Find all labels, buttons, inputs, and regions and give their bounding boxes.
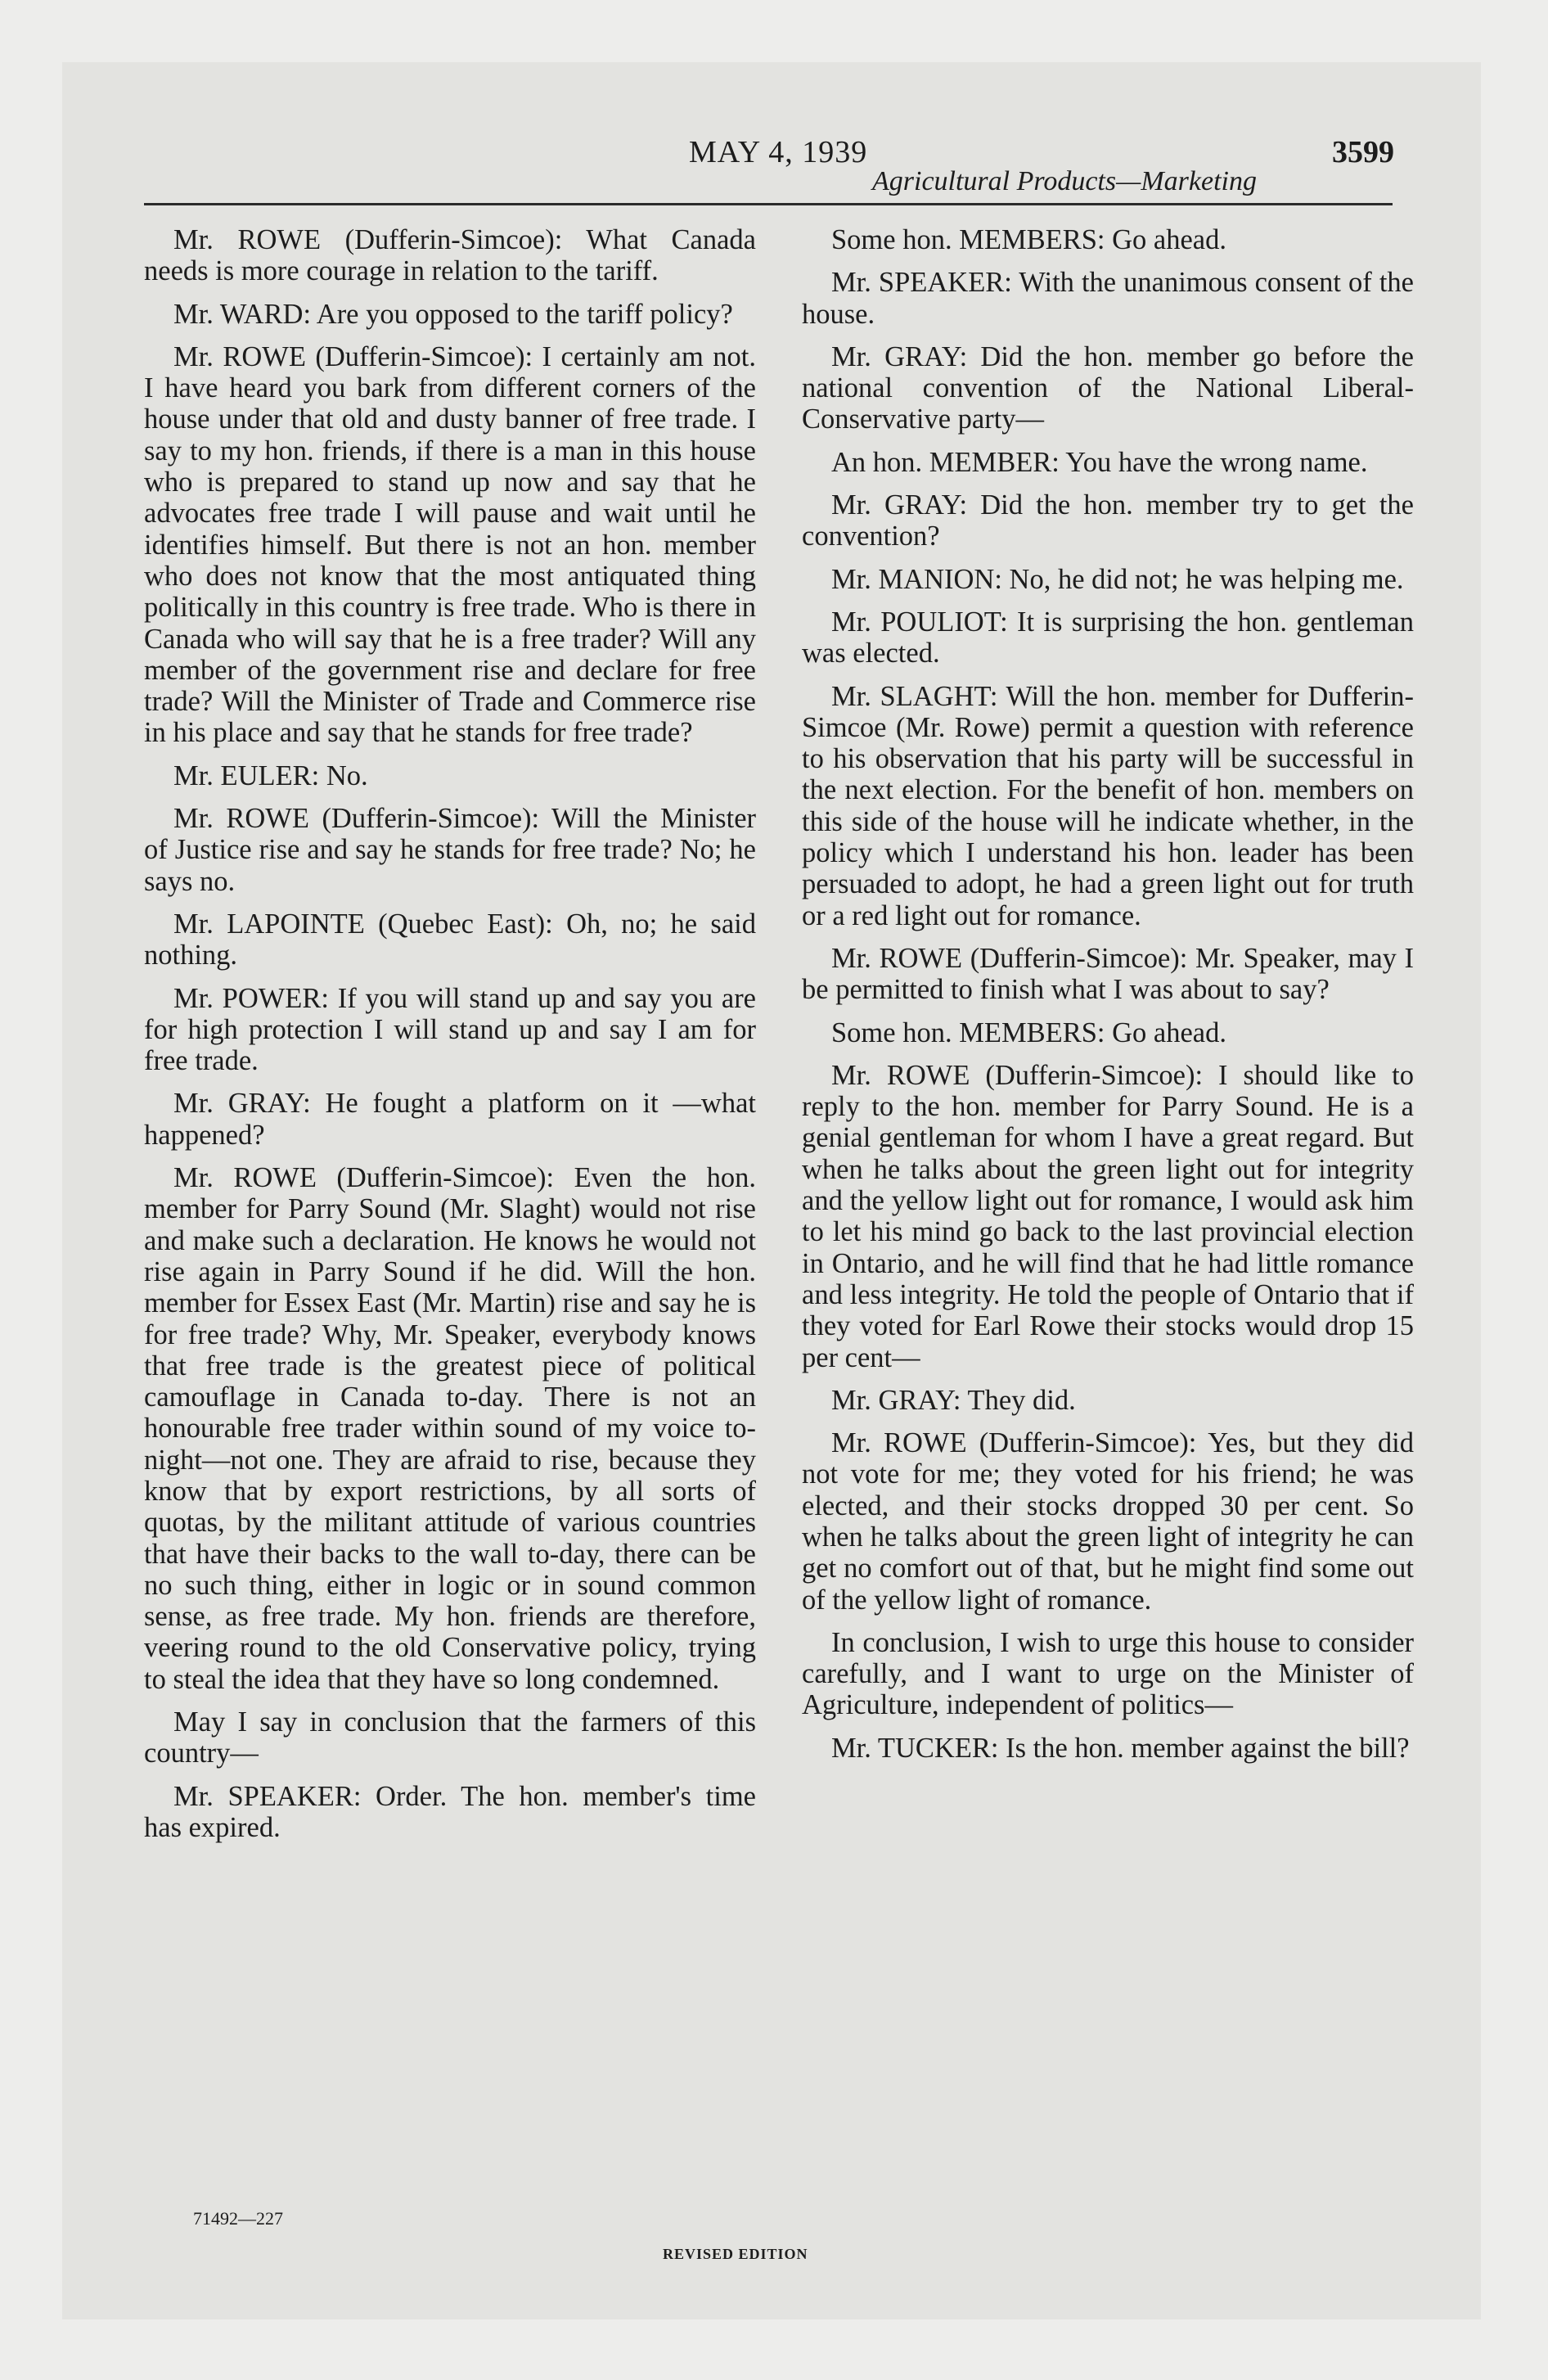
header-rule [144, 203, 1393, 205]
paragraph: Mr. GRAY: Did the hon. member try to get the convention? [802, 489, 1414, 552]
paragraph: Mr. SPEAKER: With the unanimous consent of the house. [802, 267, 1414, 330]
paragraph: Mr. SLAGHT: Will the hon. member for Dufferin-Simcoe (Mr. Rowe) permit a question with reference to his observation that his party will be successful in the next election. For the benefit of hon. members on this side of the house will he indicate whether, in the policy which I understand his hon. leader has been persuaded to adopt, he had a green light out for truth or a red light out for romance. [802, 680, 1414, 931]
right-column [802, 224, 1414, 1775]
paragraph: Mr. EULER: No. [173, 760, 368, 791]
paragraph: Mr. ROWE (Dufferin-Simcoe): Even the hon. member for Parry Sound (Mr. Slaght) would not rise and make such a declaration. He knows he would not rise again in Parry Sound if he did. Will the hon. member for Essex East (Mr. Martin) rise and say he is for free trade? Why, Mr. Speaker, everybody knows that free trade is the greatest piece of political camouflage in Canada to-day. There is not an honourable free trader within sound of my voice to-night—not one. They are afraid to rise, because they know that by export restrictions, by all sorts of quotas, by the militant attitude of various countries that have their backs to the wall to-day, there can be no such thing, either in logic or in sound common sense, as free trade. My hon. friends are therefore, veering round to the old Conservative policy, trying to steal the idea that they have so long condemned. [144, 1162, 756, 1695]
paragraph: Mr. ROWE (Dufferin-Simcoe): I certainly am not. I have heard you bark from different corners of the house under that old and dusty banner of free trade. I say to my hon. friends, if there is a man in this house who is prepared to stand up now and say that he advocates free trade I will pause and wait until he identifies himself. But there is not an hon. member who does not know that the most antiquated thing politically in this country is free trade. Who is there in Canada who will say that he is a free trader? Will any member of the government rise and declare for free trade? Will the Minister of Trade and Commerce rise in his place and say that he stands for free trade? [144, 340, 756, 749]
paragraph: Mr. GRAY: Did the hon. member go before the national convention of the National Liberal-Conservative party— [802, 340, 1414, 435]
paragraph: In conclusion, I wish to urge this house to consider carefully, and I want to urge on the Minister of Agriculture, independent of politics— [802, 1626, 1414, 1721]
paragraph: Mr. WARD: Are you opposed to the tariff policy? [173, 298, 733, 330]
edition-label: REVISED EDITION [663, 2246, 808, 2262]
paragraph: Mr. POULIOT: It is surprising the hon. gentleman was elected. [802, 606, 1414, 669]
paragraph: Mr. ROWE (Dufferin-Simcoe): I should like to reply to the hon. member for Parry Sound. He is a genial gentleman for whom I have a great regard. But when he talks about the green light out for integrity and the yellow light out for romance, I would ask him to let his mind go back to the last provincial election in Ontario, and he will find that he had little romance and less integrity. He told the people of Ontario that if they voted for Earl Rowe their stocks would drop 15 per cent— [802, 1059, 1414, 1373]
paragraph: Mr. ROWE (Dufferin-Simcoe): What Canada needs is more courage in relation to the tariff. [144, 224, 756, 287]
paragraph: Mr. POWER: If you will stand up and say you are for high protection I will stand up and say I am for free trade. [144, 982, 756, 1077]
paragraph: May I say in conclusion that the farmers of this country— [144, 1706, 756, 1769]
paragraph: An hon. MEMBER: You have the wrong name. [831, 446, 1368, 478]
paragraph: Mr. GRAY: He fought a platform on it —what happened? [144, 1088, 756, 1151]
paragraph: Some hon. MEMBERS: Go ahead. [831, 1016, 1226, 1048]
print-code: 71492—227 [193, 2208, 283, 2229]
paragraph: Mr. ROWE (Dufferin-Simcoe): Mr. Speaker, may I be permitted to finish what I was about to say? [802, 942, 1414, 1006]
document-page [62, 62, 1481, 2319]
paragraph: Mr. TUCKER: Is the hon. member against the bill? [831, 1732, 1410, 1764]
paragraph: Mr. LAPOINTE (Quebec East): Oh, no; he said nothing. [144, 908, 756, 971]
header-date: MAY 4, 1939 [689, 135, 868, 169]
paragraph: Mr. MANION: No, he did not; he was helping me. [831, 563, 1404, 595]
page-number: 3599 [1332, 135, 1394, 169]
paragraph: Mr. ROWE (Dufferin-Simcoe): Yes, but they did not vote for me; they voted for his friend; he was elected, and their stocks dropped 30 per cent. So when he talks about the green light of integrity he can get no comfort out of that, but he might find some out of the yellow light of romance. [802, 1427, 1414, 1616]
paragraph: Mr. GRAY: They did. [831, 1384, 1076, 1416]
paragraph: Some hon. MEMBERS: Go ahead. [831, 224, 1226, 255]
paragraph: Mr. ROWE (Dufferin-Simcoe): Will the Minister of Justice rise and say he stands for free trade? No; he says no. [144, 803, 756, 897]
paragraph: Mr. SPEAKER: Order. The hon. member's time has expired. [144, 1780, 756, 1843]
section-heading: Agricultural Products—Marketing [872, 166, 1257, 196]
left-column [144, 224, 756, 1855]
